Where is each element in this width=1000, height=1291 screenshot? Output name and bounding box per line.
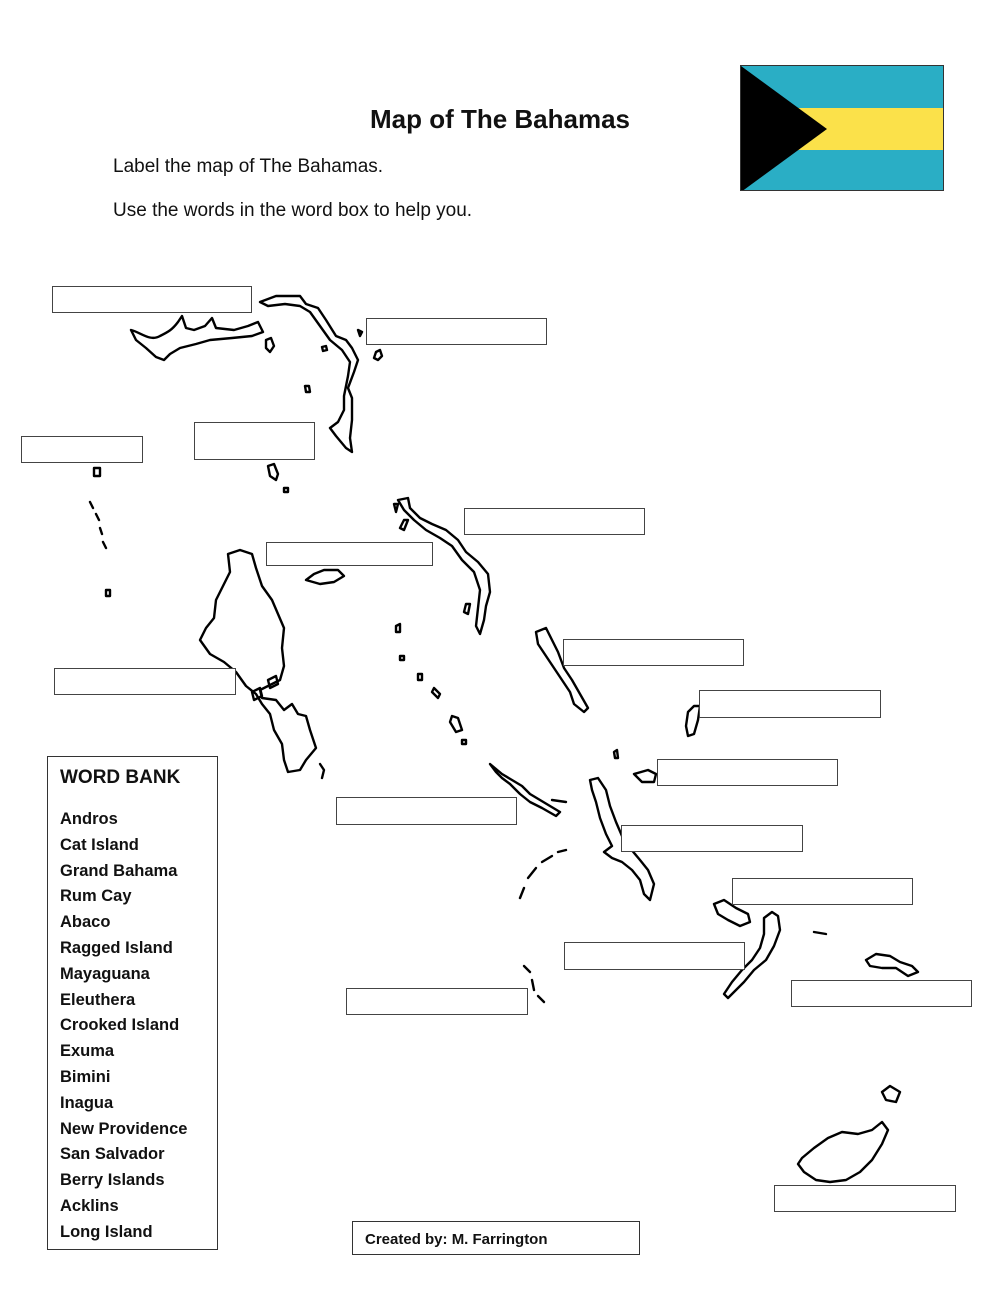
word-bank — [47, 756, 218, 1250]
label-box-acklins[interactable] — [564, 942, 745, 970]
island-outline-berry-islands — [268, 464, 278, 480]
word-bank-list — [60, 807, 217, 1246]
island-outline-exuma-cay-6 — [462, 740, 466, 744]
credit-box: Created by: M. Farrington — [352, 1221, 640, 1255]
island-outline-berry-islands-2 — [284, 488, 288, 492]
island-outline-abaco-cay-3 — [358, 330, 362, 336]
island-outline-andros — [200, 550, 316, 772]
island-outline-bimini-cay-3 — [100, 528, 102, 534]
island-outline-exuma-cay-2 — [400, 656, 404, 660]
label-box-bimini[interactable] — [21, 436, 143, 463]
label-box-abaco[interactable] — [366, 318, 547, 345]
word-bank-item: Inagua — [60, 1093, 114, 1112]
label-box-rum-cay[interactable] — [657, 759, 838, 786]
island-outline-eleuthera-cay-3 — [464, 604, 470, 614]
label-box-exuma[interactable] — [336, 797, 517, 825]
island-outline-exuma-cay-5 — [450, 716, 462, 732]
island-outline-grand-bahama-east — [266, 338, 274, 352]
word-bank-item: Long Island — [60, 1222, 153, 1241]
instruction-label-map: Label the map of The Bahamas. — [113, 156, 384, 177]
word-bank-item: Andros — [60, 810, 118, 828]
island-outline-bimini-cay-2 — [96, 514, 99, 520]
island-outline-abaco-cay-1 — [322, 346, 327, 351]
word-bank-item: San Salvador — [60, 1145, 165, 1164]
island-outline-grand-bahama — [131, 316, 263, 360]
label-box-cat-island[interactable] — [563, 639, 744, 666]
island-outline-abaco-cay-4 — [374, 350, 382, 360]
label-box-andros[interactable] — [54, 668, 236, 695]
label-box-berry-islands[interactable] — [194, 422, 315, 460]
island-outline-andros-cay-2 — [268, 676, 278, 688]
island-outline-ragged-island-1 — [524, 966, 530, 972]
label-box-mayaguana[interactable] — [791, 980, 972, 1007]
island-outline-bimini-cay-1 — [90, 502, 93, 508]
island-outline-little-inagua — [882, 1086, 900, 1102]
label-box-grand-bahama[interactable] — [52, 286, 252, 313]
word-bank-item: Grand Bahama — [60, 861, 178, 880]
word-bank-item: Abaco — [60, 913, 111, 932]
island-outline-ragged-island-3 — [538, 996, 544, 1002]
page-title: Map of The Bahamas — [369, 104, 631, 134]
island-outline-ragged-island-chain-2 — [528, 868, 536, 878]
label-box-long-island[interactable] — [621, 825, 803, 852]
label-box-new-providence[interactable] — [266, 542, 433, 566]
word-bank-item: Exuma — [60, 1042, 115, 1061]
label-box-ragged-island[interactable] — [346, 988, 528, 1015]
island-outline-great-inagua — [798, 1122, 888, 1182]
label-box-inagua[interactable] — [774, 1185, 956, 1212]
instruction-use-word-box: Use the words in the word box to help you. — [113, 200, 473, 221]
word-bank-item: Rum Cay — [60, 887, 132, 906]
word-bank-item: Berry Islands — [60, 1171, 165, 1190]
word-bank-item: Eleuthera — [60, 990, 136, 1009]
island-outline-ragged-island-2 — [532, 980, 534, 990]
island-outline-exuma-cay-1 — [396, 624, 400, 632]
island-outline-rum-cay — [634, 770, 656, 782]
word-bank-item: Ragged Island — [60, 938, 173, 957]
word-bank-item: New Providence — [60, 1119, 188, 1138]
island-outline-eleuthera-cay-1 — [394, 504, 398, 512]
island-outline-exuma-cay-7 — [552, 800, 566, 802]
island-outline-ragged-island-chain-1 — [520, 888, 524, 898]
island-outline-exuma-cay-3 — [418, 674, 422, 680]
island-outline-abaco-cay-2 — [305, 386, 310, 392]
label-box-crooked-island[interactable] — [732, 878, 913, 905]
island-outline-exuma-cay-4 — [432, 688, 440, 698]
island-outline-san-salvador — [686, 706, 700, 736]
word-bank-item: Cat Island — [60, 835, 139, 854]
island-outline-conception — [614, 750, 618, 758]
word-bank-title: WORD BANK — [60, 767, 181, 788]
island-outline-ragged-island-chain-4 — [558, 850, 566, 852]
island-outline-new-providence — [306, 570, 344, 584]
word-bank-item: Acklins — [60, 1196, 119, 1215]
word-bank-item: Bimini — [60, 1067, 111, 1086]
label-box-eleuthera[interactable] — [464, 508, 645, 535]
island-outline-ragged-island-chain-3 — [542, 856, 552, 862]
label-box-san-salvador[interactable] — [699, 690, 881, 718]
island-outline-mayaguana — [866, 954, 918, 976]
island-outline-acklins-cay — [814, 932, 826, 934]
word-bank-item: Mayaguana — [60, 964, 150, 983]
island-outline-bimini-north — [94, 468, 100, 476]
island-outline-andros-cay-3 — [320, 764, 324, 778]
island-outline-bimini-cay-4 — [103, 542, 106, 548]
island-outline-bimini-south — [106, 590, 110, 596]
word-bank-item: Crooked Island — [60, 1016, 180, 1035]
island-outline-eleuthera-cay-2 — [400, 520, 408, 530]
